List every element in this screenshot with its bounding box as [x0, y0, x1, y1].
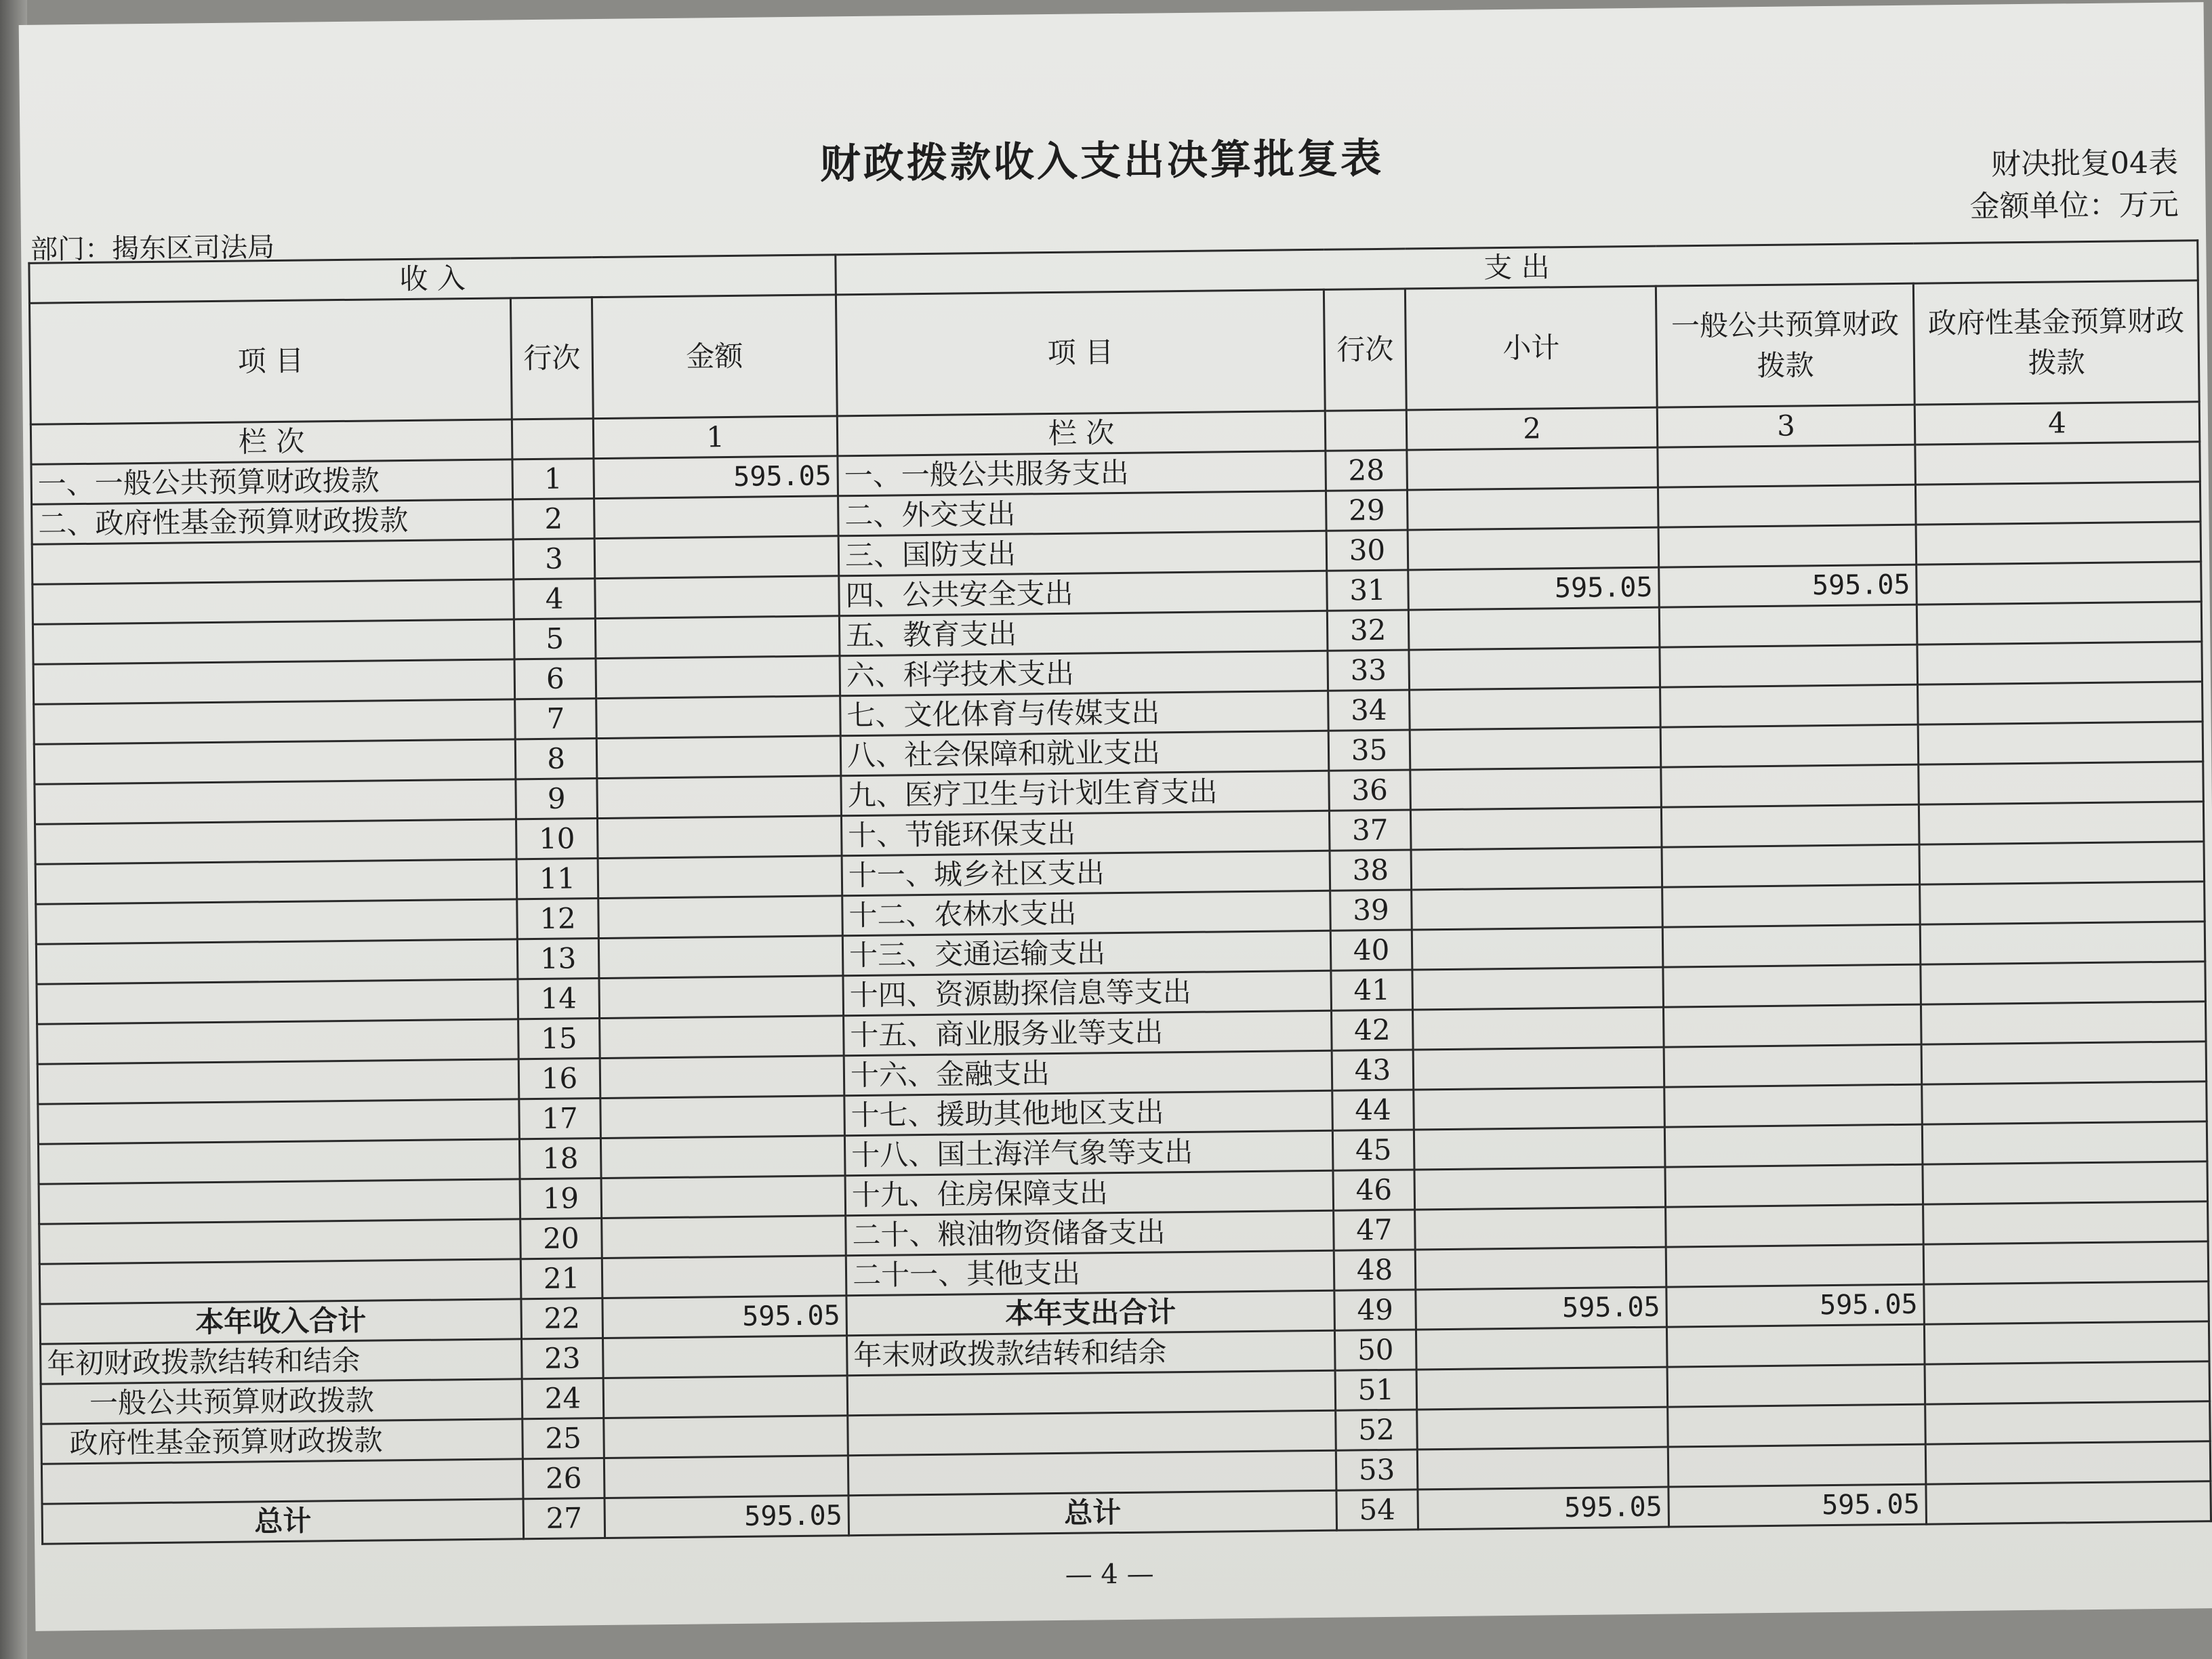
- expense-item: 一、一般公共服务支出: [838, 451, 1326, 496]
- general-budget-header: 一般公共预算财政拨款: [1656, 283, 1914, 407]
- expense-item: 本年支出合计: [846, 1290, 1335, 1336]
- expense-row-no: 40: [1330, 930, 1412, 970]
- expense-item: 十一、城乡社区支出: [842, 851, 1330, 896]
- income-amount: [600, 1096, 845, 1139]
- gov-fund-amount: [1923, 1242, 2209, 1284]
- general-budget-amount: 595.05: [1666, 1284, 1925, 1327]
- income-row-no: 1: [512, 459, 594, 499]
- income-item: [36, 939, 518, 984]
- general-budget-amount: [1664, 1004, 1922, 1047]
- expense-row-no: 38: [1330, 850, 1412, 890]
- income-amount: [596, 656, 840, 699]
- expense-item: 六、科学技术支出: [840, 651, 1328, 696]
- income-item: [38, 1139, 520, 1184]
- income-amount: [598, 936, 843, 979]
- income-item: 年初财政拨款结转和结余: [41, 1339, 523, 1384]
- expense-row-no: 45: [1332, 1130, 1414, 1170]
- settlement-table: [28, 239, 2212, 1544]
- expense-item: 十、节能环保支出: [841, 811, 1330, 856]
- income-row-no: 25: [523, 1418, 605, 1459]
- income-item: [41, 1459, 523, 1504]
- subtotal-amount: [1414, 1167, 1666, 1210]
- page-number: — 4 —: [1065, 1558, 1154, 1591]
- income-row-no: 10: [516, 819, 598, 859]
- expense-item: 九、医疗卫生与计划生育支出: [841, 771, 1330, 816]
- expense-row-no: 35: [1328, 730, 1410, 771]
- general-budget-amount: [1662, 924, 1921, 967]
- subtotal-amount: [1410, 807, 1662, 850]
- expense-row-no: 29: [1326, 490, 1408, 531]
- gov-fund-header: 政府性基金预算财政拨款: [1913, 281, 2199, 405]
- income-amount: [596, 696, 841, 739]
- subtotal-amount: [1417, 1407, 1668, 1450]
- income-row-no: 27: [523, 1498, 605, 1539]
- subtotal-amount: [1412, 967, 1664, 1010]
- general-budget-amount: [1661, 804, 1919, 847]
- general-budget-amount: [1664, 1124, 1923, 1167]
- expense-item: 三、国防支出: [838, 531, 1327, 576]
- income-item: 二、政府性基金预算财政拨款: [32, 499, 514, 544]
- expense-header: 支 出: [836, 241, 2198, 295]
- income-amount: [599, 976, 844, 1019]
- income-item: [34, 699, 516, 744]
- expense-row-no: 47: [1334, 1210, 1416, 1250]
- income-item: [37, 1059, 519, 1104]
- expense-row-no-header: 行次: [1324, 289, 1406, 411]
- income-amount: 595.05: [594, 456, 838, 499]
- income-item: [39, 1259, 521, 1304]
- income-item: [39, 1179, 520, 1224]
- subtotal-amount: [1415, 1247, 1666, 1290]
- income-amount: 595.05: [605, 1496, 849, 1538]
- income-row-no: 3: [513, 539, 595, 579]
- income-row-no: 9: [516, 779, 598, 819]
- gov-fund-amount: [1922, 1082, 2207, 1124]
- expense-row-no: 54: [1336, 1490, 1418, 1530]
- income-row-no: 2: [513, 499, 595, 539]
- expense-item: 二、外交支出: [838, 491, 1327, 536]
- income-row-no: 14: [518, 979, 600, 1019]
- income-row-no: 22: [521, 1298, 603, 1339]
- department-label: 部门：揭东区司法局: [30, 232, 275, 266]
- gov-fund-amount: [1925, 1441, 2211, 1484]
- gov-fund-amount: [1919, 762, 2204, 804]
- income-item: [35, 859, 517, 904]
- gov-fund-amount: [1917, 642, 2203, 684]
- income-row-no: 5: [514, 619, 596, 659]
- gov-fund-amount: [1917, 562, 2202, 605]
- gov-fund-amount: [1924, 1282, 2209, 1324]
- subtotal-amount: [1413, 1047, 1664, 1090]
- income-item: [35, 819, 517, 864]
- income-amount: [594, 536, 839, 579]
- income-amount: [604, 1416, 848, 1458]
- subtotal-amount: [1412, 927, 1663, 970]
- expense-row-no: 41: [1331, 970, 1413, 1010]
- gov-fund-amount: [1919, 802, 2204, 844]
- income-item: [34, 739, 516, 784]
- income-header: 收 入: [29, 255, 836, 303]
- income-item: 政府性基金预算财政拨款: [41, 1419, 523, 1464]
- income-row-no: 26: [523, 1458, 605, 1499]
- gov-fund-amount: [1922, 1122, 2207, 1164]
- general-budget-amount: [1668, 1444, 1926, 1487]
- expense-item: 总计: [848, 1490, 1337, 1536]
- income-amount: [597, 816, 842, 859]
- subtotal-amount: [1409, 647, 1660, 690]
- col-3-label: 3: [1657, 405, 1915, 447]
- general-budget-amount: [1663, 964, 1921, 1007]
- income-item: 本年收入合计: [40, 1299, 522, 1344]
- income-row-no: 20: [520, 1218, 602, 1259]
- general-budget-amount: [1666, 1204, 1924, 1247]
- gov-fund-amount: [1918, 682, 2203, 724]
- document-title: 财政拨款收入支出决算批复表: [819, 134, 1385, 188]
- income-amount: [598, 896, 843, 939]
- income-item: [39, 1219, 521, 1264]
- general-budget-amount: [1661, 764, 1919, 807]
- gov-fund-amount: [1918, 722, 2203, 764]
- col-4-label: 4: [1914, 402, 2200, 445]
- income-row-no: 16: [518, 1059, 600, 1099]
- expense-row-no: 51: [1335, 1370, 1417, 1410]
- gov-fund-amount: [1917, 602, 2202, 644]
- subtotal-amount: [1413, 1007, 1664, 1050]
- subtotal-amount: [1408, 527, 1659, 570]
- expense-row-no: 36: [1329, 770, 1411, 811]
- expense-item: [848, 1450, 1336, 1496]
- general-budget-amount: [1666, 1244, 1924, 1287]
- expense-item: 十四、资源勘探信息等支出: [843, 970, 1332, 1016]
- general-budget-amount: 595.05: [1659, 565, 1917, 607]
- income-amount: [600, 1136, 845, 1179]
- income-amount: [601, 1176, 846, 1218]
- expense-row-no: 43: [1332, 1050, 1414, 1090]
- income-row-no: 23: [522, 1338, 604, 1379]
- income-row-no: 8: [515, 739, 597, 779]
- col-1-label: 1: [593, 416, 838, 459]
- income-amount: [600, 1056, 844, 1099]
- expense-item: 四、公共安全支出: [839, 571, 1328, 616]
- expense-item: 十五、商业服务业等支出: [844, 1010, 1332, 1056]
- expense-row-no: 34: [1328, 690, 1410, 731]
- expense-row-no: 46: [1333, 1170, 1415, 1210]
- gov-fund-amount: [1923, 1162, 2208, 1204]
- general-budget-amount: [1664, 1084, 1923, 1127]
- general-budget-amount: [1660, 684, 1919, 727]
- gov-fund-amount: [1915, 482, 2200, 525]
- expense-item-header: 项 目: [836, 289, 1325, 416]
- expense-item: 十三、交通运输支出: [842, 930, 1331, 976]
- income-col-no-blank: [512, 419, 594, 459]
- income-row-no: 21: [520, 1258, 602, 1299]
- amount-unit: 金额单位：万元: [1969, 187, 2179, 224]
- general-budget-amount: [1668, 1404, 1926, 1447]
- income-item: [37, 979, 518, 1024]
- income-row-no-header: 行次: [510, 298, 593, 419]
- income-item: [33, 579, 514, 624]
- income-amount: [597, 776, 842, 819]
- income-row-no: 13: [517, 939, 599, 979]
- general-budget-amount: [1660, 724, 1919, 767]
- gov-fund-amount: [1921, 1002, 2206, 1044]
- income-col-label: 栏 次: [30, 419, 512, 464]
- gov-fund-amount: [1921, 1042, 2207, 1084]
- income-amount: [596, 736, 841, 779]
- subtotal-amount: [1416, 1367, 1668, 1410]
- general-budget-amount: [1662, 844, 1920, 887]
- income-amount: [604, 1456, 848, 1498]
- expense-row-no: 48: [1334, 1250, 1416, 1290]
- expense-row-no: 32: [1327, 610, 1409, 651]
- gov-fund-amount: [1920, 882, 2205, 924]
- col-2-label: 2: [1406, 407, 1658, 450]
- income-row-no: 18: [519, 1139, 601, 1179]
- expense-row-no: 50: [1334, 1330, 1416, 1370]
- subtotal-amount: [1417, 1447, 1668, 1490]
- general-budget-amount: 595.05: [1668, 1484, 1927, 1527]
- expense-item: 十八、国土海洋气象等支出: [844, 1130, 1333, 1176]
- income-amount-header: 金额: [592, 295, 837, 419]
- expense-item: [847, 1370, 1336, 1416]
- income-row-no: 19: [520, 1179, 602, 1219]
- subtotal-amount: 595.05: [1418, 1487, 1669, 1530]
- gov-fund-amount: [1924, 1322, 2209, 1364]
- general-budget-amount: [1665, 1164, 1923, 1207]
- income-item: [33, 659, 515, 704]
- income-amount: [603, 1336, 848, 1378]
- income-row-no: 17: [519, 1099, 601, 1139]
- income-item: 一、一般公共预算财政拨款: [31, 459, 513, 504]
- expense-col-label: 栏 次: [837, 411, 1326, 456]
- subtotal-amount: [1414, 1087, 1665, 1130]
- general-budget-amount: [1666, 1324, 1925, 1367]
- income-item-header: 项 目: [29, 298, 512, 424]
- expense-item: 二十一、其他支出: [846, 1250, 1334, 1296]
- income-row-no: 7: [515, 699, 597, 739]
- expense-item: 十九、住房保障支出: [845, 1170, 1334, 1216]
- subtotal-amount: [1407, 447, 1658, 490]
- gov-fund-amount: [1919, 842, 2205, 884]
- income-amount: [603, 1376, 848, 1418]
- income-item: [36, 899, 518, 944]
- income-amount: [602, 1256, 846, 1298]
- expense-row-no: 30: [1326, 530, 1408, 571]
- general-budget-amount: [1660, 644, 1918, 687]
- expense-col-no-blank: [1325, 410, 1407, 451]
- income-item: [38, 1099, 520, 1144]
- income-row-no: 6: [514, 659, 596, 699]
- gov-fund-amount: [1915, 442, 2200, 485]
- gov-fund-amount: [1921, 962, 2206, 1004]
- general-budget-amount: [1658, 445, 1916, 487]
- form-code: 财决批复04表: [1990, 145, 2179, 182]
- expense-row-no: 42: [1332, 1010, 1414, 1050]
- document-page: [19, 2, 2212, 1631]
- expense-row-no: 33: [1328, 650, 1410, 691]
- expense-row-no: 28: [1326, 450, 1408, 491]
- income-item: [35, 779, 516, 824]
- expense-row-no: 37: [1329, 810, 1411, 851]
- subtotal-amount: 595.05: [1416, 1287, 1667, 1330]
- general-budget-amount: [1658, 525, 1917, 567]
- gov-fund-amount: [1926, 1481, 2211, 1524]
- subtotal-amount: [1416, 1327, 1667, 1370]
- income-row-no: 4: [514, 579, 596, 619]
- general-budget-amount: [1659, 605, 1917, 647]
- income-item: [33, 619, 514, 664]
- subtotal-amount: [1410, 727, 1661, 770]
- income-amount: [602, 1216, 846, 1258]
- income-amount: [595, 576, 840, 619]
- subtotal-amount: [1414, 1127, 1665, 1170]
- subtotal-amount: [1410, 767, 1662, 810]
- expense-item: 十七、援助其他地区支出: [844, 1090, 1333, 1136]
- expense-item: 二十、粮油物资储备支出: [846, 1210, 1334, 1256]
- expense-row-no: 52: [1336, 1410, 1418, 1450]
- expense-row-no: 53: [1336, 1450, 1418, 1490]
- general-budget-amount: [1658, 485, 1916, 527]
- gov-fund-amount: [1923, 1202, 2209, 1244]
- expense-item: 十六、金融支出: [844, 1050, 1332, 1096]
- subtotal-amount: [1415, 1207, 1666, 1250]
- income-amount: [595, 616, 840, 659]
- income-row-no: 12: [517, 899, 599, 939]
- income-amount: [598, 856, 842, 899]
- income-row-no: 11: [516, 859, 598, 899]
- income-amount: [594, 496, 839, 539]
- income-amount: 595.05: [602, 1296, 847, 1338]
- subtotal-amount: 595.05: [1408, 567, 1660, 610]
- general-budget-amount: [1662, 884, 1921, 927]
- expense-item: [848, 1410, 1336, 1456]
- expense-item: 八、社会保障和就业支出: [840, 731, 1329, 776]
- income-amount: [600, 1016, 844, 1059]
- income-row-no: 24: [522, 1378, 604, 1419]
- expense-row-no: 31: [1327, 570, 1409, 611]
- income-item: [32, 539, 514, 584]
- gov-fund-amount: [1925, 1401, 2211, 1444]
- gov-fund-amount: [1916, 522, 2201, 565]
- income-row-no: 15: [518, 1019, 600, 1059]
- gov-fund-amount: [1920, 922, 2205, 964]
- general-budget-amount: [1664, 1044, 1922, 1087]
- expense-item: 七、文化体育与传媒支出: [840, 691, 1329, 736]
- subtotal-amount: [1410, 687, 1661, 730]
- subtotal-amount: [1411, 847, 1662, 890]
- subtotal-amount: [1412, 887, 1663, 930]
- expense-row-no: 39: [1330, 890, 1412, 930]
- subtotal-amount: [1408, 607, 1660, 650]
- expense-row-no: 49: [1334, 1290, 1416, 1330]
- subtotal-header: 小计: [1405, 286, 1657, 410]
- expense-item: 五、教育支出: [839, 611, 1328, 656]
- expense-row-no: 44: [1332, 1090, 1414, 1130]
- gov-fund-amount: [1925, 1361, 2210, 1404]
- expense-item: 年末财政拨款结转和结余: [847, 1330, 1336, 1376]
- income-item: 一般公共预算财政拨款: [41, 1379, 523, 1424]
- general-budget-amount: [1667, 1364, 1925, 1407]
- expense-item: 十二、农林水支出: [842, 890, 1331, 936]
- income-item: 总计: [42, 1499, 524, 1544]
- income-item: [37, 1019, 519, 1064]
- subtotal-amount: [1407, 487, 1658, 530]
